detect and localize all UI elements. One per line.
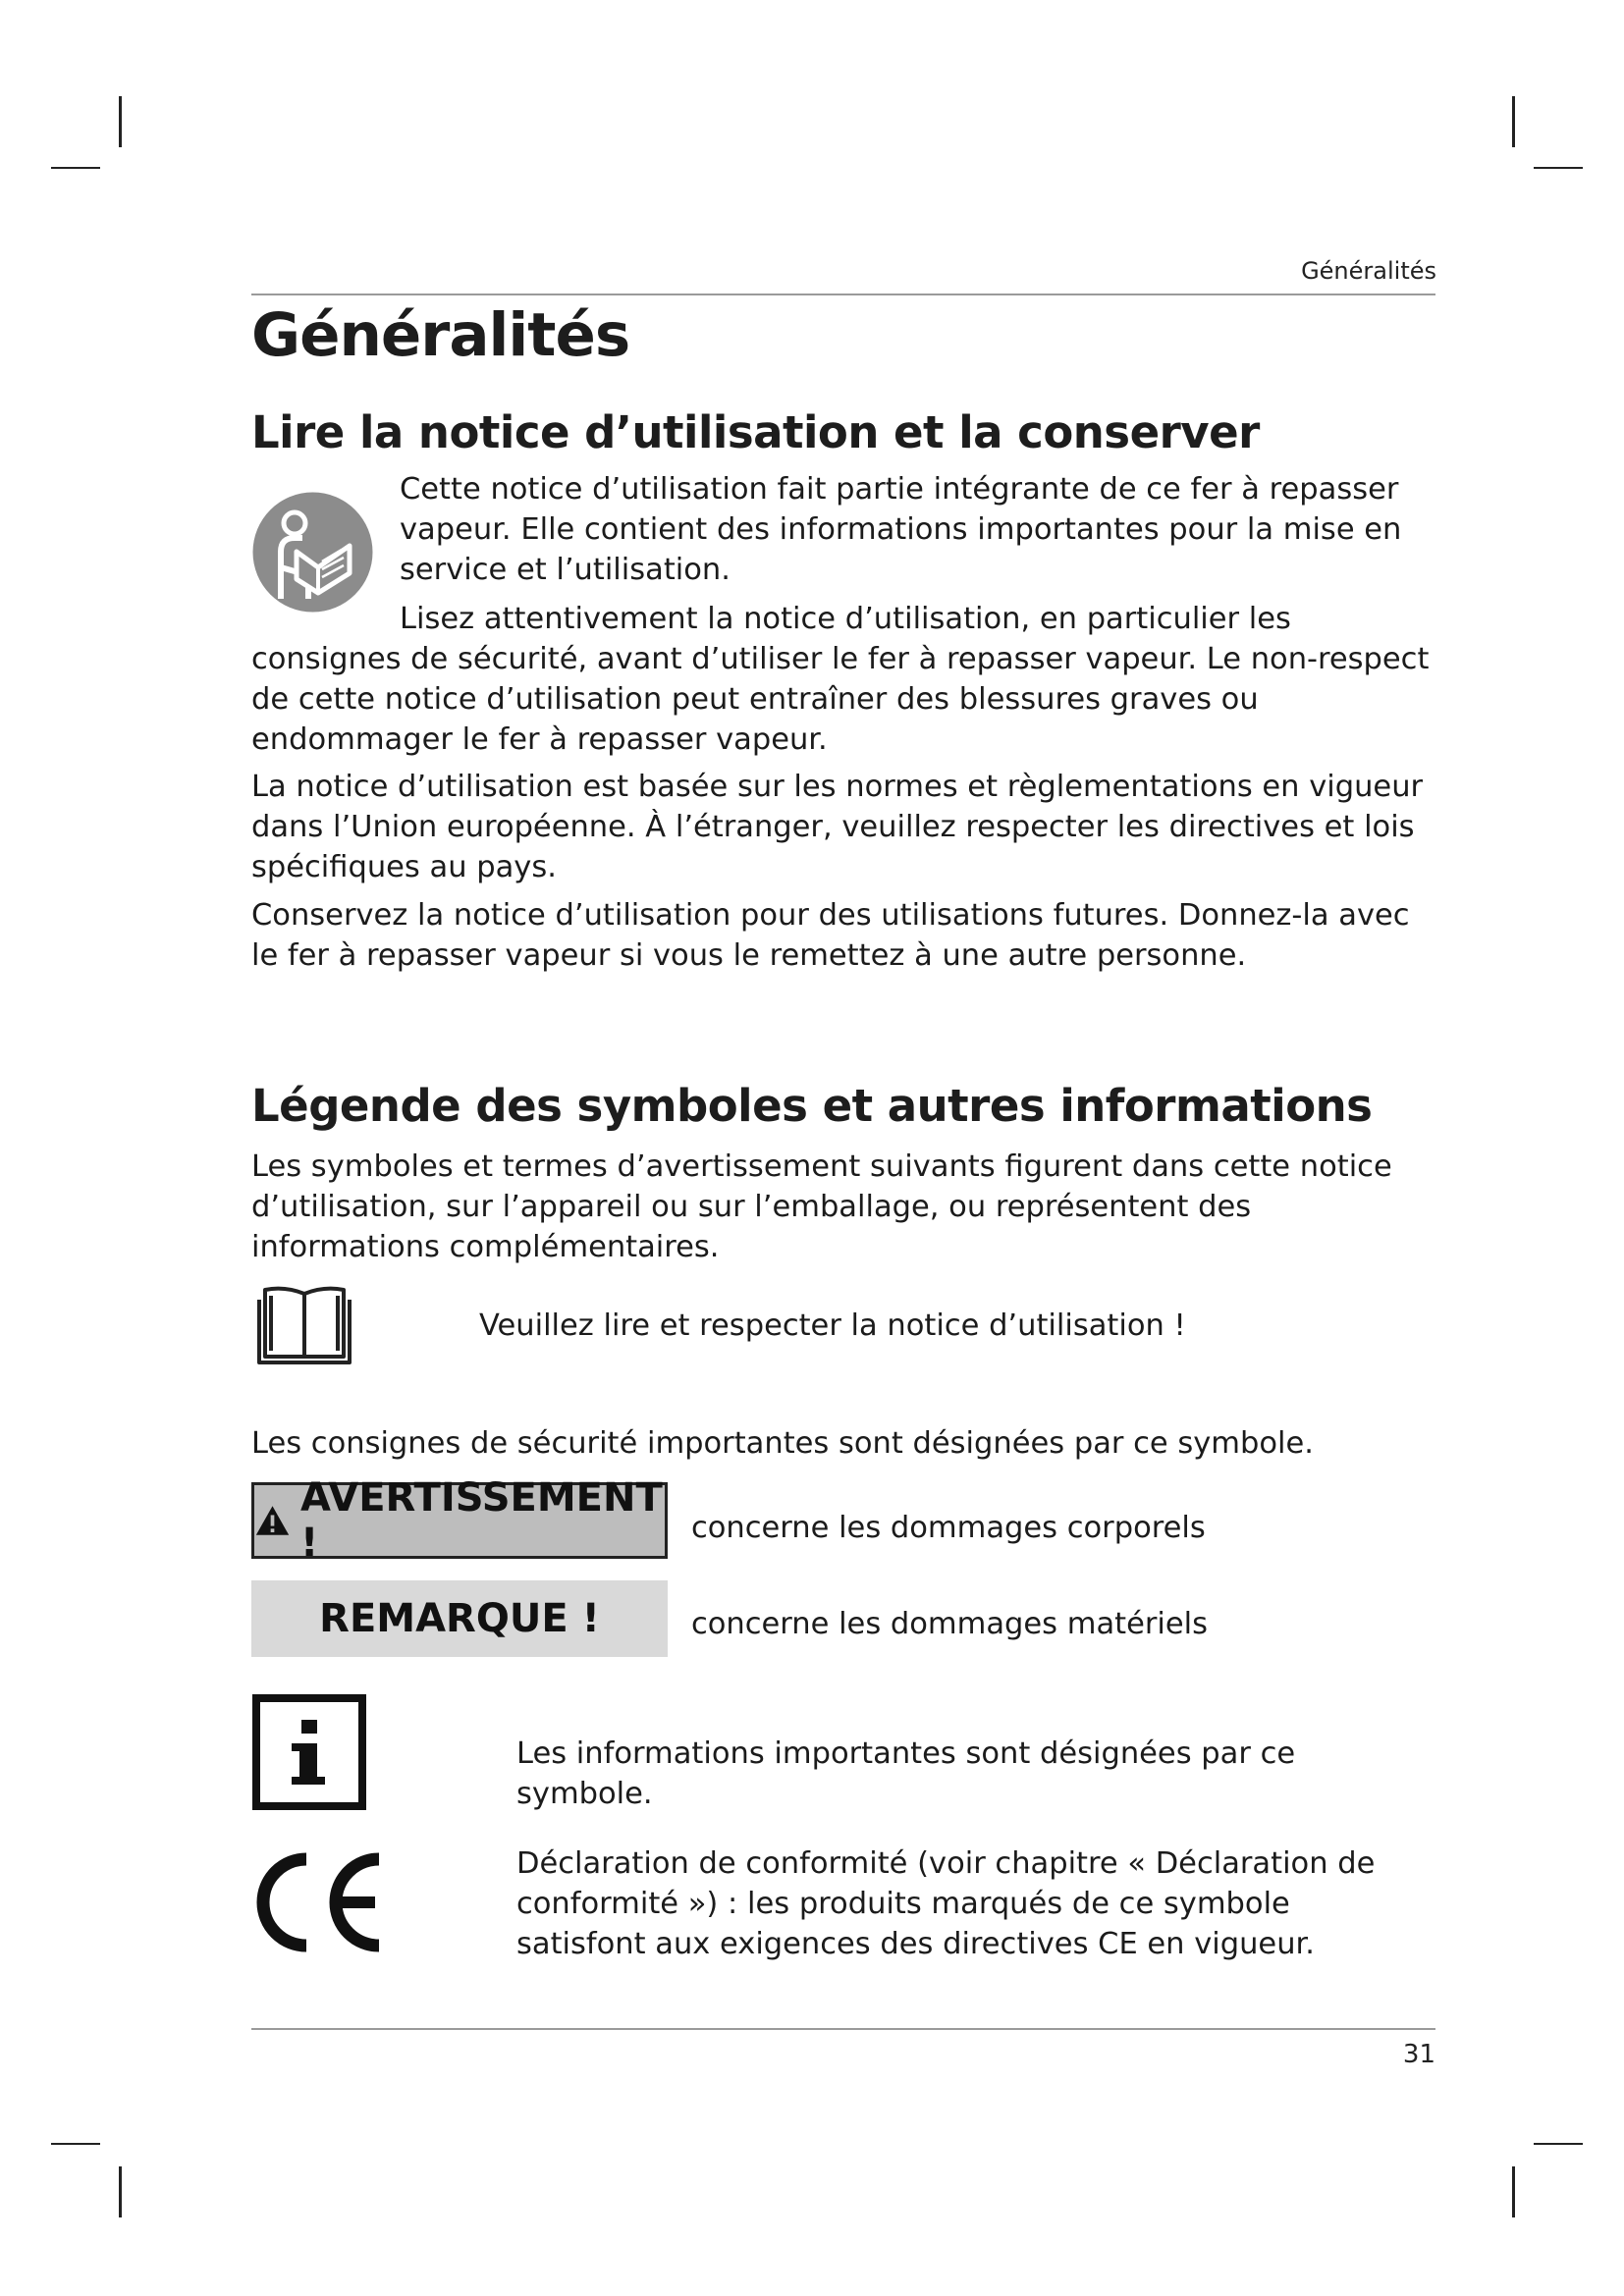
page-number: 31 xyxy=(1402,2040,1435,2069)
section1-paragraph-1: Cette notice d’utilisation fait partie intégrante de ce fer à repasser vapeur. Elle contient des informations importantes pour la mise en service et l’utilisation. xyxy=(400,472,1402,587)
crop-mark xyxy=(119,2166,122,2217)
section1-paragraph-3: La notice d’utilisation est basée sur les normes et règlementations en vigueur dans l’Union européenne. À l’étranger, veuillez respecter les directives et lois spécifiques au pays. xyxy=(251,770,1424,884)
section1-heading: Lire la notice d’utilisation et la conserver xyxy=(251,406,1260,458)
warning-triangle-icon xyxy=(254,1503,291,1538)
page-title: Généralités xyxy=(251,300,630,370)
safety-symbol-text: Les consignes de sécurité importantes sont désignées par ce symbole. xyxy=(251,1426,1314,1461)
section1-paragraph-2: Lisez attentivement la notice d’utilisation, en particulier les consignes de sécurité, avant d’utiliser le fer à repasser vapeur. Le non-respect de cette notice d’utilisation peut entraîner des blessures graves ou endommager le fer à repasser vapeur. xyxy=(251,602,1430,757)
warning-label-text: AVERTISSEMENT ! xyxy=(300,1475,663,1566)
read-manual-person-icon xyxy=(251,491,374,614)
crop-mark xyxy=(1534,2143,1583,2145)
info-symbol-text: Les informations importantes sont désignées par ce symbole. xyxy=(516,1736,1296,1811)
ce-symbol-text: Déclaration de conformité (voir chapitre « Déclaration de conformité ») : les produits marqués de ce symbole satisfont aux exigences des directives CE en vigueur. xyxy=(516,1846,1376,1961)
note-label-text: REMARQUE ! xyxy=(319,1596,600,1641)
open-book-icon xyxy=(255,1282,353,1366)
running-head: Généralités xyxy=(1301,257,1436,285)
info-icon xyxy=(252,1694,366,1810)
section2-heading: Légende des symboles et autres informations xyxy=(251,1080,1373,1132)
crop-mark xyxy=(1534,167,1583,169)
warning-description: concerne les dommages corporels xyxy=(691,1511,1206,1545)
warning-label xyxy=(251,1475,668,1566)
crop-mark xyxy=(1512,2166,1515,2217)
book-symbol-text: Veuillez lire et respecter la notice d’utilisation ! xyxy=(479,1308,1186,1343)
section1-paragraph-4: Conservez la notice d’utilisation pour des utilisations futures. Donnez-la avec le fer à repasser vapeur si vous le remettez à une autre personne. xyxy=(251,898,1410,973)
crop-mark xyxy=(119,96,122,147)
footer-rule xyxy=(251,2028,1435,2030)
ce-mark-icon xyxy=(251,1851,389,1953)
header-rule xyxy=(251,294,1435,295)
crop-mark xyxy=(51,2143,100,2145)
note-description: concerne les dommages matériels xyxy=(691,1607,1209,1641)
crop-mark xyxy=(51,167,100,169)
section2-intro: Les symboles et termes d’avertissement suivants figurent dans cette notice d’utilisation, sur l’appareil ou sur l’emballage, ou représentent des informations complémentaires. xyxy=(251,1149,1392,1264)
note-label xyxy=(251,1580,668,1657)
crop-mark xyxy=(1512,96,1515,147)
